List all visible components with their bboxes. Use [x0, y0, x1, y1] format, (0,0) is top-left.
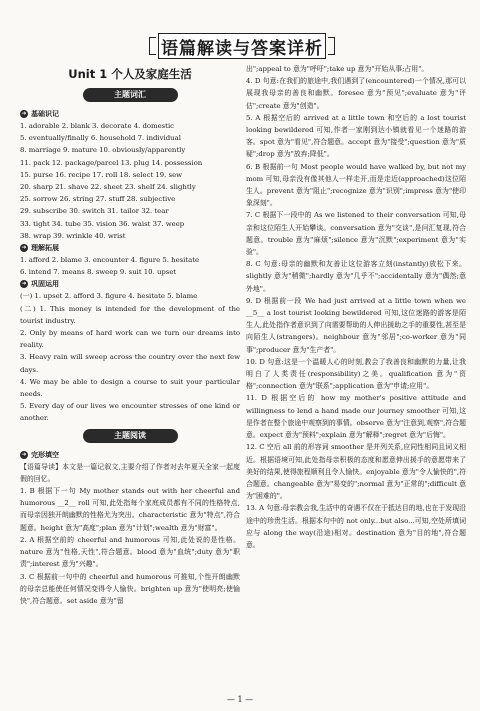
subsection-extension	[20, 242, 240, 254]
vocab-line: 15. purse 16. recipe 17. roll 18. select 19. sew	[20, 170, 183, 179]
answer-paragraph: 9. D 根据前一段 We had just arrived at a little town when we __5__ a lost tourist looking bewildered 可知,这位迷路的游客是陌生人,此处指作者意识到了向需要帮助的人伸出援助之手的重要性,甚至是向陌生人(strangers)。neighbour 意为"邻居";co-worker 意为"同事";producer 意为"生产者"。	[246, 296, 466, 354]
section-pill-reading: 主题阅读	[83, 429, 178, 443]
practice-line: (二) 1. This money is intended for the development of the tourist industry.	[20, 304, 240, 325]
answer-paragraph: 13. A 句意:母亲教会我,生活中的奇遇不仅在于抵达目的地,也在于发现沿途中的珍贵生活。根据本句中的 not only...but also...可知,空处所填词应与 along the way(沿途)相对。destination 意为"目的地",符合题意。	[246, 504, 466, 549]
vocab-line: 38. wrap 39. wrinkle 40. wrist	[20, 231, 126, 240]
answer-paragraph: 5. A 根据空后的 arrived at a little town 和空后的 a lost tourist looking bewildered 可知,作者一家刚到达小镇就看见一个迷路的游客。spot 意为"看见",符合题意。accept 意为"接受";question 意为"质疑";drop 意为"放弃;降低"。	[246, 113, 466, 159]
vocab-line: 11. pack 12. package/parcel 13. plug 14. possession	[20, 158, 203, 167]
bullet-icon: ➜	[21, 450, 27, 458]
subsection-label: 巩固运用	[31, 280, 59, 289]
vocab-line: 25. sorrow 26. string 27. stuff 28. subjective	[20, 195, 176, 204]
subsection-label: 理解拓展	[31, 244, 59, 253]
left-column	[20, 66, 240, 607]
answer-paragraph: 10. D 句意:这是一个温暖人心的时刻,教会了我善良和幽默的力量,让我明白了人类责任(responsibility)之美。qualification 意为"资格";connection 意为"联系";application 意为"申请;应用"。	[246, 357, 466, 391]
vocab-line: 5. eventually/finally 6. household 7. individual	[20, 134, 181, 143]
subsection-basic-recall	[20, 108, 240, 120]
vocab-line: 1. adorable 2. blank 3. decorate 4. domestic	[20, 122, 175, 130]
bullet-icon: ➜	[21, 110, 27, 117]
answer-paragraph: 8. C 句意:母亲的幽默和友善让这位游客立刻(instantly)放松下来。slightly 意为"稍微";hardly 意为"几乎不";accidentally 意为"偶然;意外地"。	[246, 260, 466, 293]
practice-line: (一) 1. upset 2. afford 3. figure 4. hesitate 5. blame	[20, 292, 198, 301]
practice-line: 2. Only by means of hard work can we turn our dreams into reality.	[20, 329, 240, 350]
answer-paragraph: 11. D 根据空后的 how my mother's positive attitude and willingness to lend a hand made our journey smoother 可知,这是作者在整个旅途中观察到的事情。observe 意为"注意到,观察",符合题意。expect 意为"预料";explain 意为"解释";regret 意为"后悔"。	[246, 394, 466, 440]
reading-paragraph: 1. B 根据下一句 My mother stands out with her cheerful and humorous __2__ roll 可知,此处指每个家庭成员都有不同的性格特点,而母亲因独开朗幽默的性格尤为突出。characteristic 意为"特点",符合题意。height 意为"高度";plan 意为"计划";wealth 意为"财富"。	[20, 487, 240, 532]
reading-paragraph: 【语篇导读】本文是一篇记叙文,主要介绍了作者对去年夏天全家一起度假的回忆。	[20, 462, 240, 483]
subsection-label: 基础识记	[31, 110, 59, 118]
right-column	[246, 63, 466, 551]
extension-line: 1. afford 2. blame 3. encounter 4. figure 5. hesitate	[20, 256, 200, 265]
answer-paragraph: 4. D 句意:在我们的旅途中,我们遇到了(encountered)一个情况,那可以展现我母亲的善良和幽默。foresee 意为"预见";evaluate 意为"评估";create 意为"创造"。	[246, 77, 466, 110]
reading-paragraph: 2. A 根据空前的 cheerful and humorous 可知,此处说的是性格。nature 意为"性格,天性",符合题意。blood 意为"血统";duty 意为"职责";interest 意为"兴趣"。	[20, 535, 240, 569]
answer-paragraph: 7. C 根据下一段中的 As we listened to their conversation 可知,母亲和这位陌生人开始攀谈。conversation 意为"交谈",是问汇复现,符合题意。trouble 意为"麻烦";silence 意为"沉默";experiment 意为"实验"。	[246, 211, 466, 257]
vocab-line: 29. subscribe 30. switch 31. tailor 32. tear	[20, 207, 169, 216]
practice-line: 3. Heavy rain will sweep across the country over the next few days.	[20, 353, 240, 374]
bullet-icon: ➜	[21, 244, 27, 252]
unit-title: Unit 1 个人及家庭生活	[68, 67, 192, 81]
practice-line: 4. We may be able to design a course to suit your particular needs.	[20, 377, 240, 399]
subsection-label: 完形填空	[31, 450, 59, 459]
page-number: — 1 —	[226, 695, 254, 704]
section-banner-title: 语篇解读与答案详析	[158, 33, 326, 59]
subsection-cloze	[20, 449, 240, 461]
practice-line: 5. Every day of our lives we encounter stresses of one kind or another.	[20, 402, 240, 423]
answer-paragraph: 12. C 空后 all 前的形容词 smoother 是并列关系,应同性相同且词义相近。根据语境可知,此处指母亲积极的态度和愿意伸出援手的意愿带来了美好的结果,使得旅程顺利且令人愉快。enjoyable 意为"令人愉快的",符合题意。changeable 意为"易变的";normal 意为"正常的";difficult 意为"困难的"。	[246, 443, 466, 501]
subsection-practice	[20, 278, 240, 290]
bullet-icon: ➜	[21, 280, 27, 288]
vocab-line: 8. marriage 9. mature 10. obviously/apparently	[20, 146, 186, 155]
section-pill-vocab: 主题词汇	[83, 88, 178, 102]
answer-paragraph: 6. B 根据前一句 Most people would have walked by, but not my mom 可知,母亲没有像其他人一样走开,而是走近(approached)这位陌生人。prevent 意为"阻止";recognize 意为"识别";impress 意为"使印象深刻"。	[246, 162, 466, 208]
vocab-line: 20. sharp 21. shave 22. sheet 23. shelf 24. slightly	[20, 183, 196, 192]
answer-paragraph: 出";appeal to 意为"呼吁";take up 意为"开始从事;占用"。	[246, 65, 429, 73]
extension-line: 6. intend 7. means 8. sweep 9. suit 10. upset	[20, 268, 177, 277]
reading-paragraph: 3. C 根据前一句中的 cheerful and humorous 可推知,个性开朗幽默的母亲总能使任何情况变得令人愉快。brighten up 意为"使明亮;使愉快",符合题意。set aside 意为"留	[20, 572, 240, 605]
vocab-line: 33. tight 34. tube 35. vision 36. waist 37. weep	[20, 219, 185, 228]
